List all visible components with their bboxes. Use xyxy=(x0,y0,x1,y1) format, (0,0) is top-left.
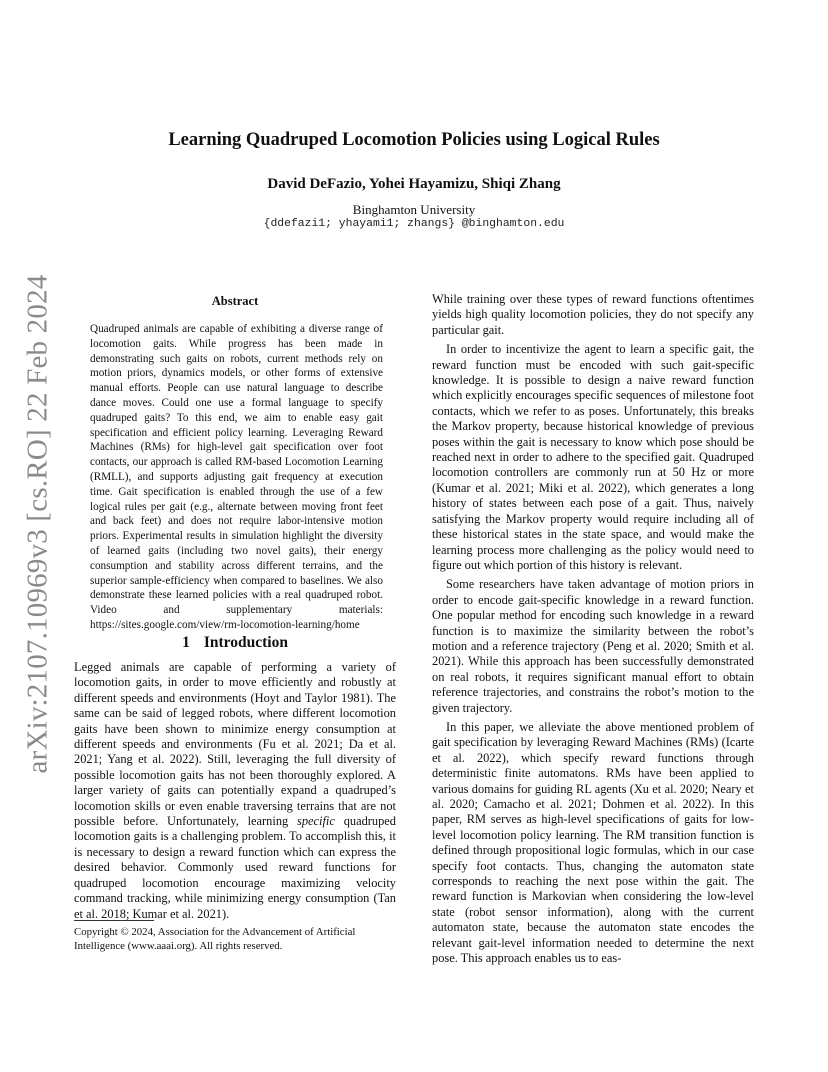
intro-text-start: Legged animals are capable of performing a variety of locomotion gaits, in order to move efficiently and robustly at different speeds and environments (Hoyt and Taylor 1981). The same can be said of legged robots, where different locomotion gaits have been shown to minimize energy consumption at different speeds and environments (Fu et al. 2021; Da et al. 2021; Yang et al. 2022). Still, leveraging the full diversity of possible locomotion gaits has not been thoroughly explored. A larger variety of gaits can potentially expand a quadruped’s locomotion skills or even enable traversing terrains that are not possible before. Unfortunately, learning xyxy=(74,660,396,829)
body-paragraph: In this paper, we alleviate the above mentioned problem of gait specification by leveraging Reward Machines (RMs) (Icarte et al. 2022), which specify reward functions through deterministic finite automatons. RMs have been applied to various domains for guiding RL agents (Xu et al. 2020; Neary et al. 2020; Camacho et al. 2021; Dohmen et al. 2022). In this paper, RM serves as high-level specifications of gaits for low-level locomotion policy learning. The RM transition function is defined through propositional logic formulas, which in our case specify foot contacts. Thus, changing the automaton state corresponds to reaching the next pose within the gait. The reward function is Markovian when considering the low-level state (robot sensor information), along with the current automaton state, because the automaton state encodes the relevant gait-level information needed to determine the next pose. This approach enables us to eas- xyxy=(432,719,754,966)
right-column-body xyxy=(432,292,754,966)
arxiv-stamp xyxy=(21,274,54,774)
section-number: 1 xyxy=(182,634,190,651)
abstract-text: Quadruped animals are capable of exhibiting a diverse range of locomotion gaits. While progress has been made in demonstrating such gaits on robots, current methods rely on motion priors, dynamics models, or other forms of extensive manual efforts. People can use natural language to describe dance moves. Could one use a formal language to specify quadruped gaits? To this end, we aim to enable easy gait specification and efficient policy learning. Leveraging Reward Machines (RMs) for high-level gait specification over foot contacts, our approach is called RM-based Locomotion Learning (RMLL), and supports adjusting gait frequency at execution time. Gait specification is enabled through the use of a few logical rules per gait (e.g., alternate between moving front feet and back feet) and does not require labor-intensive motion priors. Experimental results in simulation highlight the diversity of learned gaits (including two novel gaits), their energy consumption and stability across different terrains, and the superior sample-efficiency when compared to baselines. We also demonstrate these learned policies with a real quadruped robot. Video and supplementary materials: https://sites.google.com/view/rm-locomotion-learning/home xyxy=(90,323,383,631)
emphasis-specific: specific xyxy=(297,814,335,829)
paper-title: Learning Quadruped Locomotion Policies using Logical Rules xyxy=(168,130,660,150)
intro-text-end: quadruped locomotion gaits is a challenging problem. To accomplish this, it is necessary to design a reward function which can express the desired behavior. Commonly used reward functions for quadruped locomotion encourage maximizing velocity command tracking, while minimizing energy consumption (Tan et al. 2018; Kumar et al. 2021). xyxy=(74,814,396,921)
abstract-heading: Abstract xyxy=(211,294,259,308)
section-title: Introduction xyxy=(203,634,288,651)
affiliation: Binghamton University xyxy=(352,202,476,217)
intro-paragraph xyxy=(74,660,396,922)
body-paragraph: In order to incentivize the agent to learn a specific gait, the reward function must be encoded with such gait-specific knowledge. It is possible to design a naive reward function which explicitly encourages specific sequences of milestone foot contacts, which we refer to as poses. Unfortunately, this breaks the Markov property, because historical knowledge of previous poses within the gait is necessary to know which pose should be reached next in order to adhere to the specified gait. Quadruped locomotion controllers are commonly run at 50 Hz or more (Kumar et al. 2021; Miki et al. 2022), which generates a long history of states between each pose of a gait. Thus, naively satisfying the Markov property would require including all of these historical states in the state space, and would make the learning process more challenging as the policy would need to figure out which portion of this history is relevant. xyxy=(432,342,754,572)
footnote-rule xyxy=(74,920,154,921)
author-list: David DeFazio, Yohei Hayamizu, Shiqi Zhang xyxy=(267,176,561,192)
left-column-body xyxy=(74,660,396,922)
arxiv-identifier[interactable]: arXiv:2107.10969v3 [cs.RO] 22 Feb 2024 xyxy=(21,274,54,774)
copyright-footnote: Copyright © 2024, Association for the Advancement of Artificial Intelligence (www.aaai.org). All rights reserved. xyxy=(74,926,356,952)
body-paragraph: Some researchers have taken advantage of motion priors in order to encode gait-specific knowledge in a reward function. One popular method for encoding such knowledge in a reward function is to maximize the similarity between the robot’s motion and a reference trajectory (Peng et al. 2020; Smith et al. 2021). While this approach has been successfully demonstrated on real robots, it requires significant manual effort to obtain reference trajectories, and constrains the robot’s motion to the given trajectory. xyxy=(432,577,754,715)
body-paragraph: While training over these types of reward functions oftentimes yields high quality locomotion policies, they do not specify any particular gait. xyxy=(432,292,754,337)
section-heading-introduction xyxy=(72,634,398,652)
author-emails: {ddefazi1; yhayami1; zhangs} @binghamton.edu xyxy=(263,218,565,230)
